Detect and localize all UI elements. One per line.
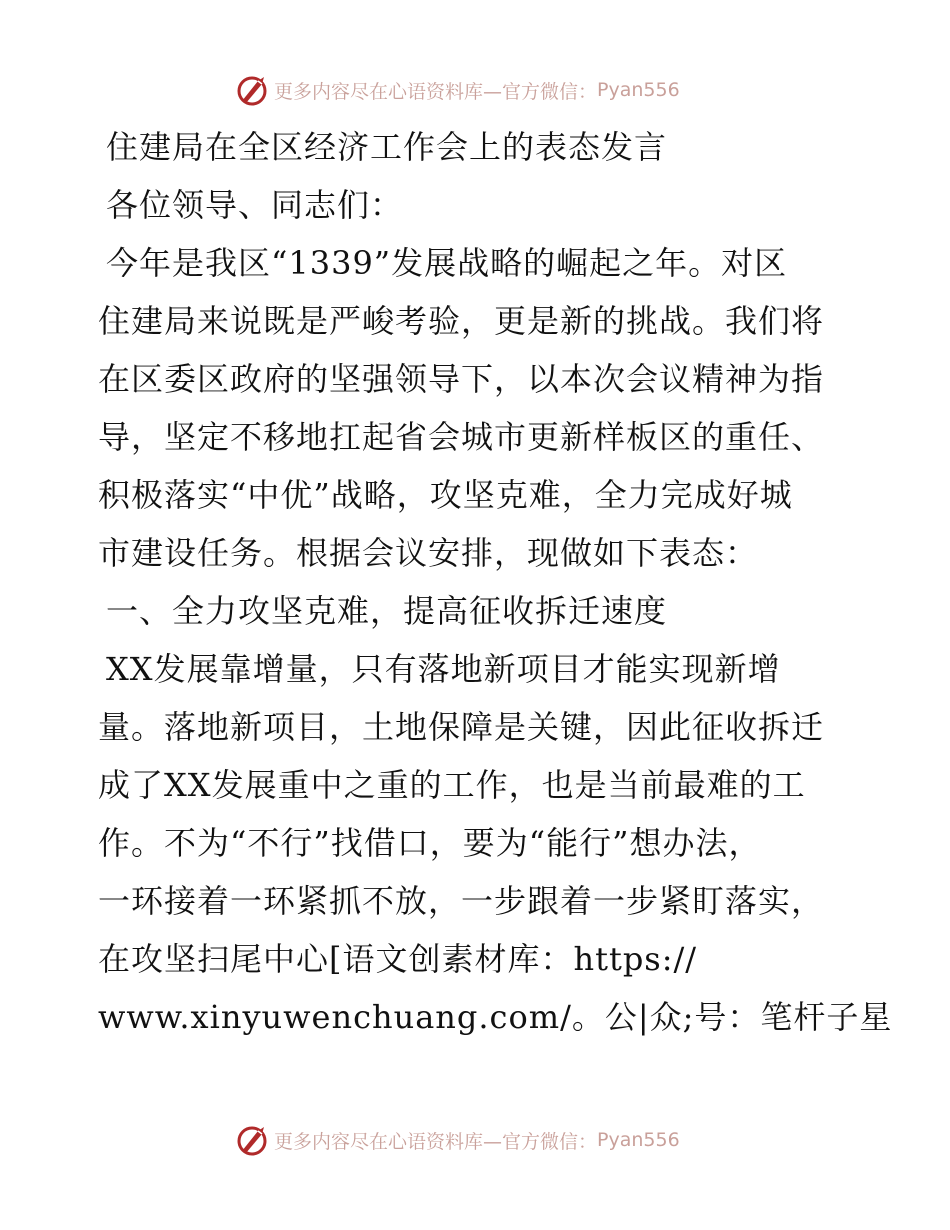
header-watermark: [236, 72, 680, 108]
greeting: 各位领导、同志们：: [106, 186, 404, 224]
watermark-text: 更多内容尽在心语资料库—官方微信：: [274, 1130, 598, 1153]
paragraph-1: [98, 234, 858, 582]
paragraph-line: www.xinyuwenchuang.com/。公|众;号：笔杆子星: [98, 998, 893, 1036]
paragraph-line: 今年是我区“1339”发展战略的崛起之年。对区: [106, 244, 788, 282]
paragraph-line: 积极落实“中优”战略，攻坚克难，全力完成好城: [98, 476, 793, 514]
paragraph-2: [98, 640, 893, 1046]
paragraph-line: XX发展靠增量，只有落地新项目才能实现新增: [106, 650, 781, 688]
paragraph-line: 在区委区政府的坚强领导下，以本次会议精神为指: [98, 360, 825, 398]
section-heading: 一、全力攻坚克难，提高征收拆迁速度: [106, 592, 668, 630]
document-body: [98, 118, 893, 1046]
watermark-text: 更多内容尽在心语资料库—官方微信：: [274, 80, 598, 103]
paragraph-line: 住建局来说既是严峻考验，更是新的挑战。我们将: [98, 302, 825, 340]
paragraph-line: 市建设任务。根据会议安排，现做如下表态：: [98, 534, 759, 572]
footer-watermark: [236, 1122, 680, 1158]
document-title: 住建局在全区经济工作会上的表态发言: [106, 128, 668, 166]
paragraph-line: 导，坚定不移地扛起省会城市更新样板区的重任、: [98, 418, 825, 456]
paragraph-line: 成了XX发展重中之重的工作，也是当前最难的工: [98, 766, 806, 804]
paragraph-line: 在攻坚扫尾中心[语文创素材库：https://: [98, 940, 698, 978]
pen-logo-icon: [236, 1123, 270, 1157]
paragraph-line: 作。不为“不行”找借口，要为“能行”想办法，: [98, 824, 762, 862]
paragraph-line: 一环接着一环紧抓不放，一步跟着一步紧盯落实，: [98, 882, 825, 920]
watermark-wechat-id: Pyan556: [597, 1129, 680, 1151]
pen-logo-icon: [236, 73, 270, 107]
paragraph-line: 量。落地新项目，土地保障是关键，因此征收拆迁: [98, 708, 825, 746]
watermark-wechat-id: Pyan556: [597, 79, 680, 101]
